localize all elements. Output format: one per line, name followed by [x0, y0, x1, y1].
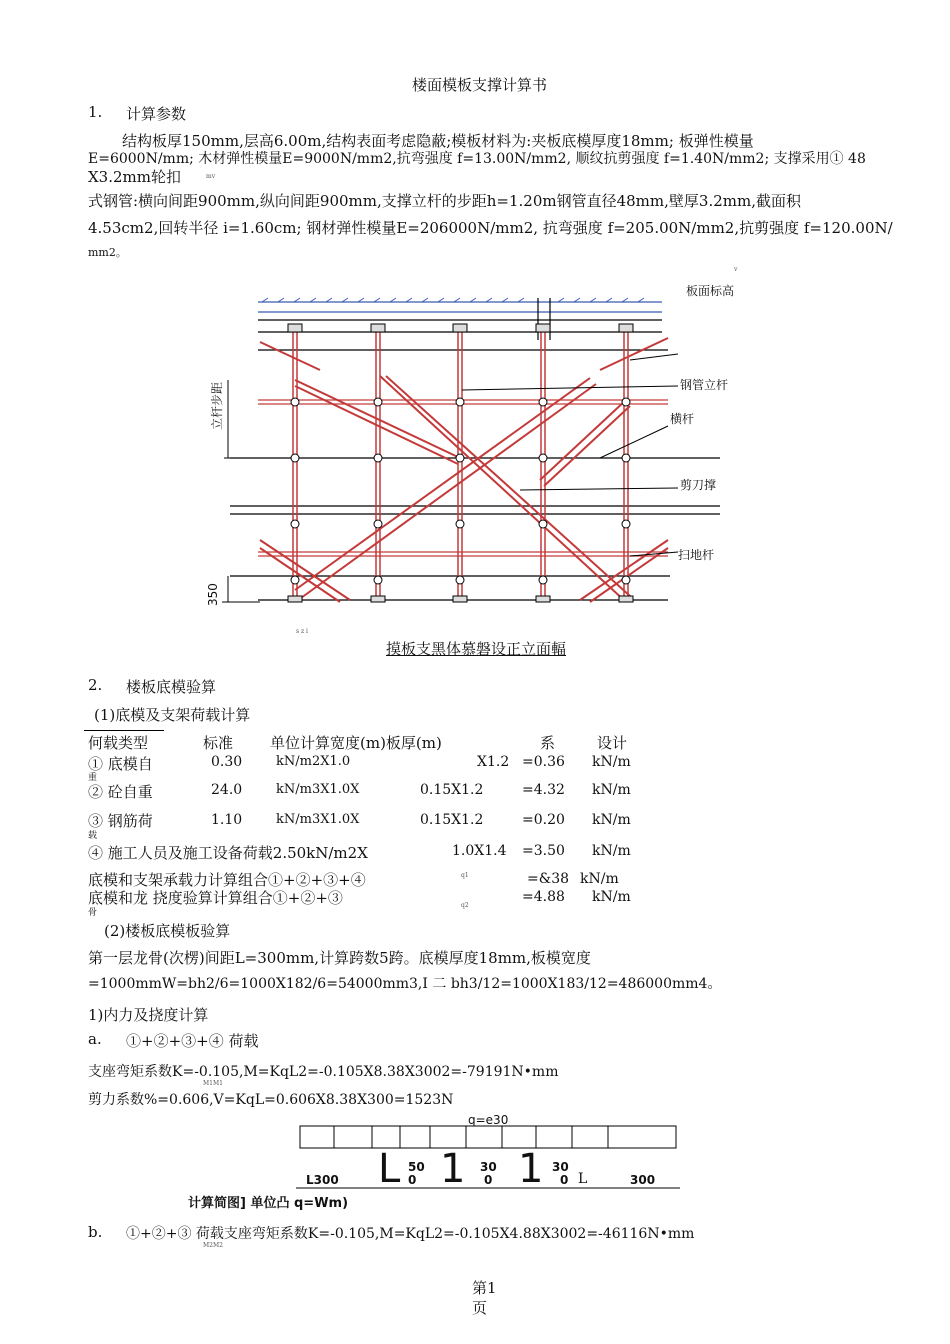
figure-label-crossbar: 横杆: [670, 412, 695, 426]
section2-number: 2.: [88, 676, 103, 694]
figure-mark-v: v: [734, 266, 738, 273]
table-header-coef: 系: [540, 734, 556, 752]
combo2-q: q2: [461, 902, 469, 909]
section1-paragraph-3: X3.2mm轮扣: [88, 168, 181, 186]
figure-label-top: 板面标高: [686, 284, 735, 298]
page-title: 楼面模板支撑计算书: [412, 76, 548, 94]
row-std: 1.10: [211, 812, 243, 828]
row-coef: X1.2: [477, 754, 510, 770]
page-number: 第1: [472, 1279, 497, 1297]
section1-note: mv: [206, 173, 216, 180]
beam-load-label: q=e30: [468, 1113, 509, 1127]
case-a-label: a.: [88, 1030, 102, 1048]
figure-label-pole: 钢管立杆: [680, 378, 729, 392]
row-name: ③ 钢筋荷: [88, 812, 153, 830]
row-unit: kN/m3X1.0X: [276, 782, 360, 797]
row-sub: 载: [88, 831, 98, 841]
combo1-unit: kN/m: [580, 871, 619, 887]
section2-sub3: 1)内力及挠度计算: [88, 1006, 209, 1024]
combo1-result: =&38: [527, 871, 570, 887]
beam-big-1a: 1: [440, 1146, 466, 1192]
row-result: =0.20: [522, 812, 565, 828]
section2-heading: 楼板底模验算: [126, 678, 217, 696]
row-std: 0.30: [211, 754, 243, 770]
figure-label-sweep: 扫地杆: [678, 548, 715, 562]
beam-big-L: L: [378, 1146, 401, 1192]
figure-mark-bottom: s z i: [296, 628, 308, 635]
table-header-unit: 单位计算宽度(m)板厚(m): [270, 734, 442, 752]
row-thick: 0.15X1.2: [420, 782, 484, 798]
beam-span-6: 30: [552, 1160, 569, 1174]
formwork-elevation-diagram: [200, 290, 730, 620]
case-b-text: ①+②+③ 荷载支座弯矩系数K=-0.105,M=KqL2=-0.105X4.88X3002=-46116N•mm: [126, 1226, 695, 1242]
row-name: ① 底模自: [88, 755, 153, 773]
case-a-text: ①+②+③+④ 荷载: [126, 1032, 259, 1050]
table-top-rule: [84, 730, 164, 731]
case-b-label: b.: [88, 1223, 103, 1241]
section1-paragraph-2: E=6000N/mm; 木材弹性模量E=9000N/mm2,抗弯强度 f=13.00N/mm2, 顺纹抗剪强度 f=1.40N/mm2; 支撑采用① 48: [88, 151, 866, 167]
section1-heading: 计算参数: [126, 105, 187, 123]
beam-small-L: L: [578, 1171, 588, 1187]
row-unit2: kN/m: [592, 812, 631, 828]
row-thick: 0.15X1.2: [420, 812, 484, 828]
row-thick: 1.0X1.4: [452, 843, 507, 859]
figure-caption: 摸板支黑体慕磐设正立面輻: [386, 640, 567, 658]
row-name: ② 砼自重: [88, 783, 153, 801]
moment-formula: 支座弯矩系数K=-0.105,M=KqL2=-0.105X8.38X3002=-79191N•mm: [88, 1064, 559, 1080]
combo2-result: =4.88: [522, 889, 565, 905]
page-number-suffix: 页: [472, 1299, 488, 1317]
beam-span-2: 50: [408, 1160, 425, 1174]
section1-paragraph-6: mm2。: [88, 246, 127, 259]
table-header-type: 何载类型: [88, 734, 149, 752]
beam-span-5: 0: [484, 1173, 493, 1187]
row-result: =4.32: [522, 782, 565, 798]
beam-caption: 计算简图] 单位凸 q=Wm): [188, 1196, 349, 1211]
beam-span-4: 30: [480, 1160, 497, 1174]
figure-label-brace: 剪刀撑: [680, 478, 717, 492]
beam-span-7: 0: [560, 1173, 569, 1187]
section2-paragraph-7: 第一层龙骨(次楞)间距L=300mm,计算跨数5跨。底模厚度18mm,板模宽度: [88, 949, 591, 967]
section1-number: 1.: [88, 103, 103, 121]
section2-paragraph-8: =1000mmW=bh2/6=1000X182/6=54000mm3,I 二 bh3/12=1000X183/12=486000mm4。: [88, 976, 722, 992]
combo2-unit: kN/m: [592, 889, 631, 905]
row-result: =0.36: [522, 754, 565, 770]
combo2-label: 底模和龙 挠度验算计算组合①+②+③: [88, 889, 343, 907]
row-result: =3.50: [522, 843, 565, 859]
row-unit: kN/m2X1.0: [276, 754, 351, 769]
row-unit2: kN/m: [592, 843, 631, 859]
row-unit2: kN/m: [592, 754, 631, 770]
beam-span-3: 0: [408, 1173, 417, 1187]
beam-span-8: 300: [630, 1173, 656, 1187]
section1-paragraph-4: 式钢管:横向间距900mm,纵向间距900mm,支撑立杆的步距h=1.20m钢管直径48mm,壁厚3.2mm,截面积: [88, 192, 801, 210]
row-name: ④ 施工人员及施工设备荷载2.50kN/m2X: [88, 844, 368, 862]
combo2-sub: 骨: [88, 908, 98, 918]
table-header-std: 标准: [203, 734, 234, 752]
section2-sub2: (2)楼板底模板验算: [104, 922, 231, 940]
figure-label-step: 立杆步距: [210, 381, 224, 430]
beam-big-1b: 1: [518, 1146, 544, 1192]
shear-formula: 剪力系数%=0.606,V=KqL=0.606X8.38X300=1523N: [88, 1092, 454, 1108]
table-header-design: 设计: [597, 734, 628, 752]
row-sub: 重: [88, 773, 98, 783]
row-unit2: kN/m: [592, 782, 631, 798]
section1-paragraph-1: 结构板厚150mm,层高6.00m,结构表面考虑隐蔽;模板材料为:夹板底模厚度18mm; 板弹性模量: [122, 132, 754, 150]
figure-label-dim: 350: [206, 583, 220, 606]
combo1-label: 底模和支架承载力计算组合①+②+③+④: [88, 871, 366, 889]
row-unit: kN/m3X1.0X: [276, 812, 360, 827]
section2-sub1: (1)底模及支架荷载计算: [94, 706, 251, 724]
section1-paragraph-5: 4.53cm2,回转半径 i=1.60cm; 钢材弹性模量E=206000N/mm2, 抗弯强度 f=205.00N/mm2,抗剪强度 f=120.00N/: [88, 219, 893, 237]
moment-sub: M1M1: [203, 1080, 223, 1087]
beam-span-1: L300: [306, 1173, 339, 1187]
case-b-sub: M2M2: [203, 1242, 223, 1249]
combo1-q: q1: [461, 872, 469, 879]
row-std: 24.0: [211, 782, 243, 798]
